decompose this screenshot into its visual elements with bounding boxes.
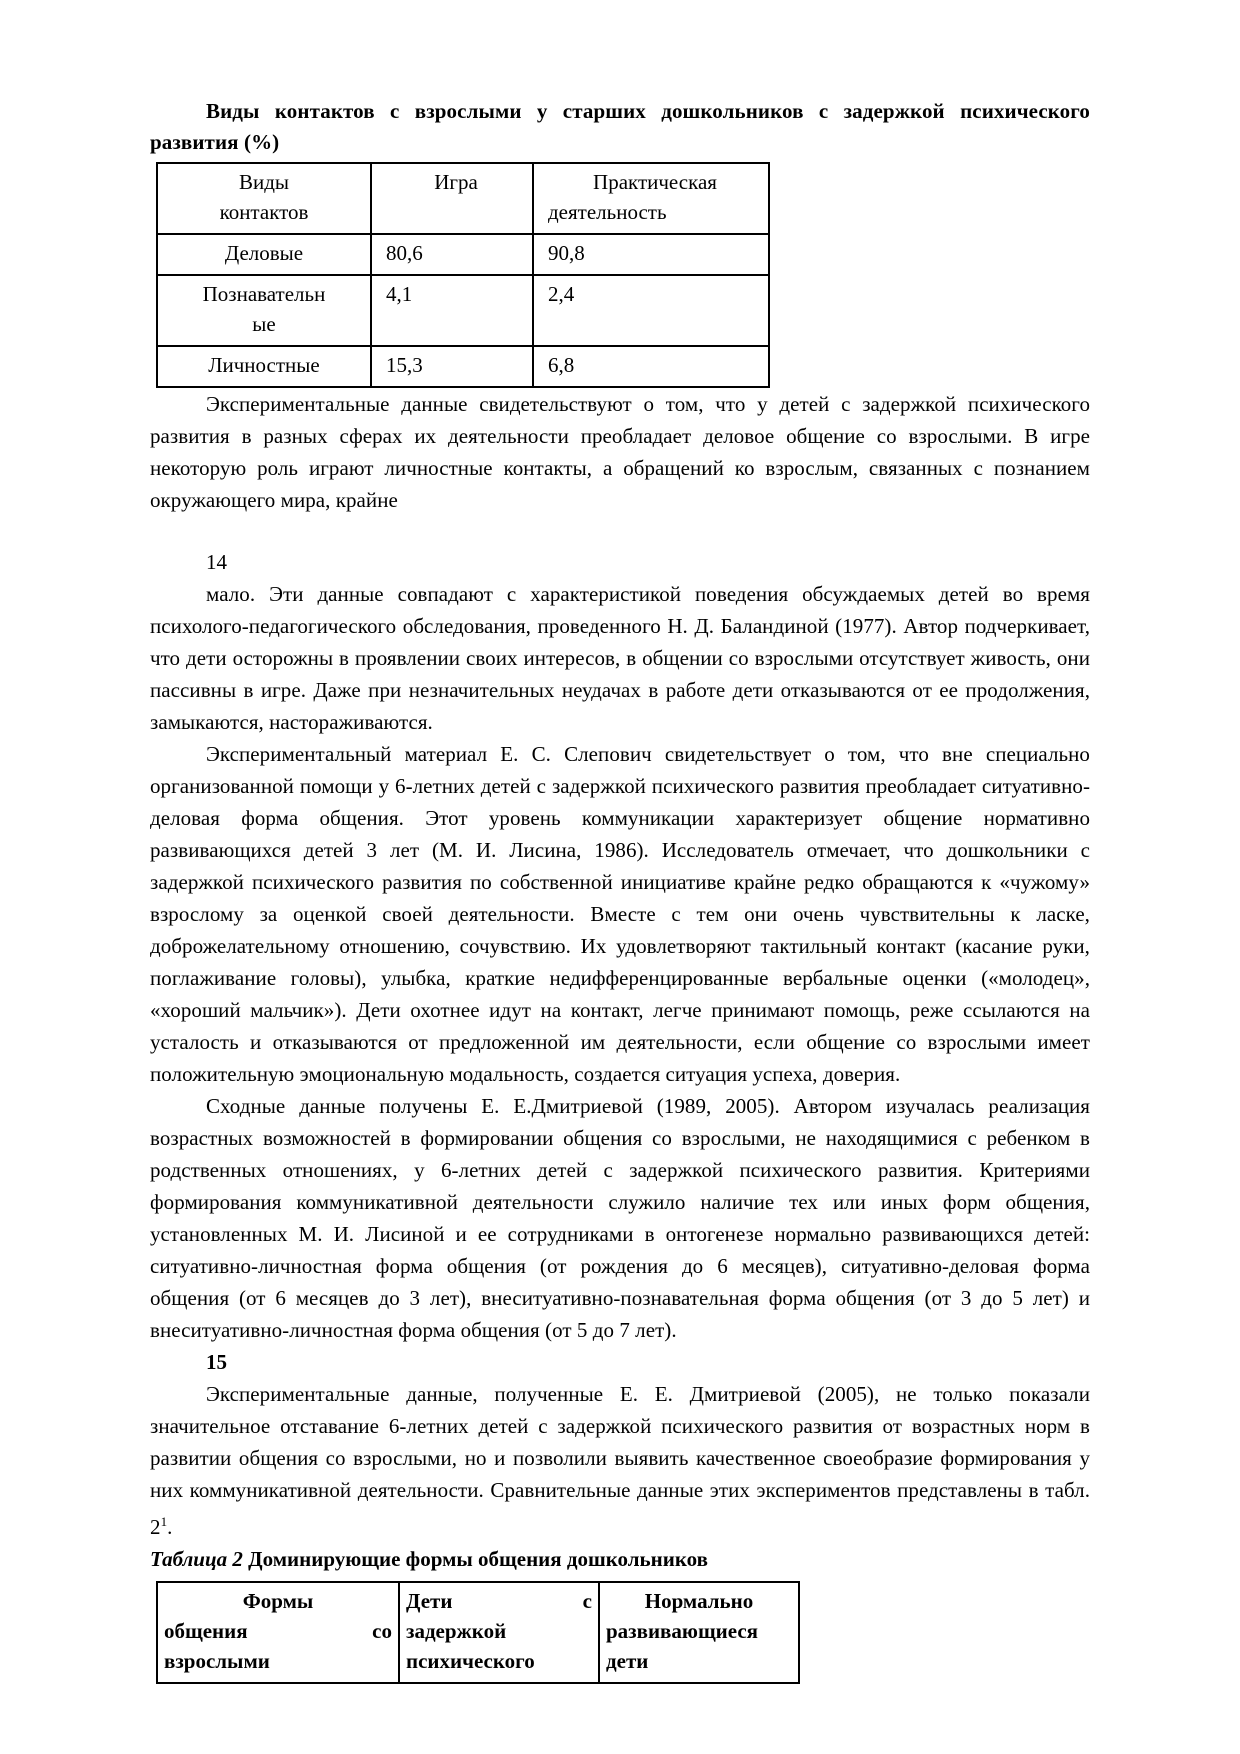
page-marker-14: 14 bbox=[206, 550, 227, 574]
table2-caption-number: Таблица 2 bbox=[150, 1547, 243, 1571]
table2-header-zpr-line1 bbox=[406, 1586, 592, 1616]
paragraph-5 bbox=[150, 1378, 1090, 1543]
table2-header-forms-line3: взрослыми bbox=[164, 1649, 270, 1673]
paragraph-4: Сходные данные получены Е. Е.Дмитриевой (1989, 2005). Автором изучалась реализация возрастных возможностей в формировании общения со взрослыми, не находящимися с ребенком в родственных отношениях, у 6-летних детей с задержкой психического развития. Критериями формирования коммуникативной деятельности служило наличие тех или иных форм общения, установленных М. И. Лисиной и ее сотрудниками в онтогенезе нормально развивающихся детей: ситуативно-личностная форма общения (от рождения до 6 месяцев), ситуативно-деловая форма общения (от 6 месяцев до 3 лет), внеситуативно-познавательная форма общения (от 3 до 5 лет) и внеситуативно-личностная форма общения (от 5 до 7 лет). bbox=[150, 1094, 1090, 1342]
table2-header-forms-line1: Формы bbox=[242, 1589, 314, 1613]
paragraph-2: мало. Эти данные совпадают с характеристикой поведения обсуждаемых детей во время психолого-педагогического обследования, проведенного Н. Д. Баландиной (1977). Автор подчеркивает, что дети осторожны в проявлении своих интересов, в общении со взрослыми отсутствует живость, они пассивны в игре. Даже при незначительных неудачах в работе дети отказываются от ее продолжения, замыкаются, настораживаются. bbox=[150, 582, 1090, 734]
table2-header-zpr-line1-a: Дети bbox=[406, 1589, 453, 1613]
table2-header-normal-line1: Нормально bbox=[644, 1589, 754, 1613]
table1-header-cell-practical bbox=[533, 163, 769, 234]
table1-cell-label-cognitive bbox=[157, 275, 371, 346]
page-marker-15: 15 bbox=[206, 1350, 227, 1374]
table1-cell-practical-cognitive: 2,4 bbox=[533, 275, 769, 346]
table1-header-kinds-line1: Виды bbox=[238, 170, 290, 194]
table1-title bbox=[150, 96, 1090, 158]
table1-title-line2: психического развития (%) bbox=[150, 99, 1090, 154]
table-row bbox=[157, 234, 769, 275]
table1-header-kinds-line2: контактов bbox=[219, 200, 309, 224]
table-row bbox=[157, 275, 769, 346]
paragraph-1: Экспериментальные данные свидетельствуют о том, что у детей с задержкой психического развития в разных сферах их деятельности преобладает деловое общение со взрослыми. В игре некоторую роль играют личностные контакты, а обращений ко взрослым, связанных с познанием окружающего мира, крайне bbox=[150, 392, 1090, 512]
table-dominant-forms bbox=[156, 1581, 800, 1684]
table1-cell-practical-personal: 6,8 bbox=[533, 346, 769, 387]
table1-cell-label-personal: Личностные bbox=[157, 346, 371, 387]
table2-header-normal-line2: развивающиеся bbox=[606, 1619, 759, 1643]
paragraph-5-end: . bbox=[167, 1515, 173, 1539]
page-content bbox=[150, 96, 1090, 1684]
table1-cell-cognitive-line1: Познавательн bbox=[202, 282, 326, 306]
table1-cell-practical-business: 90,8 bbox=[533, 234, 769, 275]
table1-cell-game-personal: 15,3 bbox=[371, 346, 533, 387]
footnote-marker: 1 bbox=[160, 1514, 168, 1529]
table-row bbox=[157, 346, 769, 387]
table2-header-cell-forms bbox=[157, 1582, 399, 1683]
table1-header-practical-line1: Практическая bbox=[593, 170, 717, 194]
table2-caption bbox=[150, 1543, 1090, 1575]
table1-header-game: Игра bbox=[434, 170, 478, 194]
table2-header-forms-line2-b: со bbox=[372, 1619, 392, 1643]
table1-cell-label-business: Деловые bbox=[157, 234, 371, 275]
table-row-header bbox=[157, 163, 769, 234]
table2-header-zpr-line3: психического bbox=[406, 1649, 535, 1673]
table1-header-cell-game bbox=[371, 163, 533, 234]
table2-header-cell-zpr bbox=[399, 1582, 599, 1683]
table2-header-cell-normal bbox=[599, 1582, 799, 1683]
table1-header-cell-kinds bbox=[157, 163, 371, 234]
table1-cell-game-cognitive: 4,1 bbox=[371, 275, 533, 346]
table1-header-practical-line2: деятельность bbox=[548, 200, 667, 224]
table-contact-types bbox=[156, 162, 770, 388]
spacer bbox=[150, 516, 1090, 546]
table2-header-forms-line2 bbox=[164, 1616, 392, 1646]
table-row-header bbox=[157, 1582, 799, 1683]
table2-header-forms-line2-a: общения bbox=[164, 1619, 248, 1643]
table1-cell-game-business: 80,6 bbox=[371, 234, 533, 275]
table1-title-line1: Виды контактов с взрослыми у старших дошкольников с задержкой bbox=[206, 99, 945, 123]
table2-header-zpr-line2: задержкой bbox=[406, 1619, 507, 1643]
paragraph-3: Экспериментальный материал Е. С. Слепович свидетельствует о том, что вне специально организованной помощи у 6-летних детей с задержкой психического развития преобладает ситуативно-деловая форма общения. Этот уровень коммуникации характеризует общение нормативно развивающихся детей 3 лет (М. И. Лисина, 1986). Исследователь отмечает, что дошкольники с задержкой психического развития по собственной инициативе крайне редко обращаются к «чужому» взрослому за оценкой своей деятельности. Вместе с тем они очень чувствительны к ласке, доброжелательному отношению, сочувствию. Их удовлетворяют тактильный контакт (касание руки, поглаживание головы), улыбка, краткие недифференцированные вербальные оценки («молодец», «хороший мальчик»). Дети охотнее идут на контакт, легче принимают помощь, реже ссылаются на усталость и отказываются от предложенной им деятельности, если общение со взрослыми имеет положительную эмоциональную модальность, создается ситуация успеха, доверия. bbox=[150, 742, 1090, 1086]
table2-header-normal-line3: дети bbox=[606, 1649, 649, 1673]
table2-caption-text: Доминирующие формы общения дошкольников bbox=[242, 1547, 708, 1571]
table2-header-zpr-line1-b: с bbox=[582, 1589, 592, 1613]
paragraph-5-text: Экспериментальные данные, полученные Е. Е. Дмитриевой (2005), не только показали значительное отставание 6-летних детей с задержкой психического развития от возрастных норм в развитии общения со взрослыми, но и позволили выявить качественное своеобразие формирования у них коммуникативной деятельности. Сравнительные данные этих экспериментов представлены в табл. 2 bbox=[150, 1382, 1090, 1539]
table1-cell-cognitive-line2: ые bbox=[252, 312, 276, 336]
